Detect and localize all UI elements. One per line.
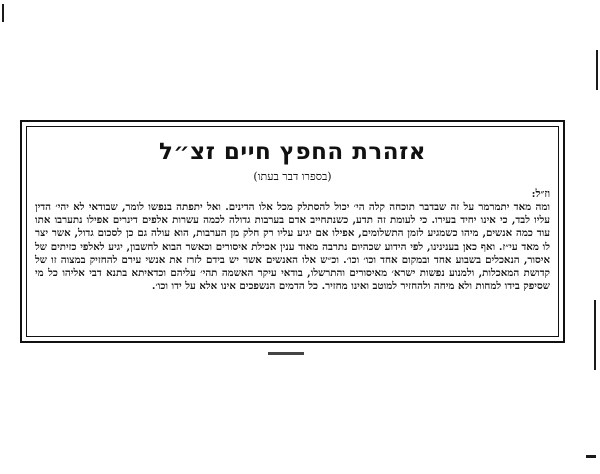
notice-frame (20, 120, 565, 343)
notice-inner-border (26, 126, 559, 337)
scan-smudge (268, 352, 304, 355)
notice-title: אזהרת החפץ חיים זצ״ל (158, 139, 427, 165)
scan-edge-mark (2, 4, 4, 22)
scan-edge-mark (596, 50, 598, 90)
scan-edge-mark (586, 455, 596, 458)
notice-greeting: וז״ל: (531, 188, 550, 200)
notice-subtitle: (בספרו דבר בעתו) (253, 170, 332, 183)
scan-edge-mark (594, 300, 596, 370)
notice-body: ומה מאד יתמרמר על זה שבדבר תוכחה קלה הי׳ יכול להסתלק מכל אלו הדינים. ואל יתפתה בנפשו לומר, שבודאי לא יהי׳ הדין עליו לבד, כי אינו יחיד בעירו. כי לעומת זה תדע, כשנתחייב אדם בערבות גדולה לכמה עשרות אלפים דינרים אפילו נתערבו אתו עוד כמה אנשים, מיהו כשמגיע לזמן התשלומים, אפילו אם יגיע עליו רק חלק מן הערבות, הוא עולה גם כן לסכום גדול, אשר יצר לו מאד עי״ז. ואף כאן בענינינו, לפי הידוע שכהיום נתרבה מאוד ענין אכילת איסורים וכאשר הבוא לחשבון, יגיע לאלפי כזיתים של איסור, הנאכלים בשבוע אחד ובמקום אחד וכו׳ וכו׳. וכ״ש אלו האנשים אשר יש בידם לזרז את אנשי עירם להחזיק במצוה זו של קדושת המאכלות, ולמנוע נפשות ישרא׳ מאיסורים והתרשלו, בודאי עיקר האשמה תהי׳ עליהם וכדאיתא בתנא דבי אליהו כל מי שסיפק בידו למחות ולא מיחה ולהחזיר למוטב ואינו מחזיר. כל הדמים הנשפכים אינו אלא על ידו וכו׳. (35, 201, 550, 293)
